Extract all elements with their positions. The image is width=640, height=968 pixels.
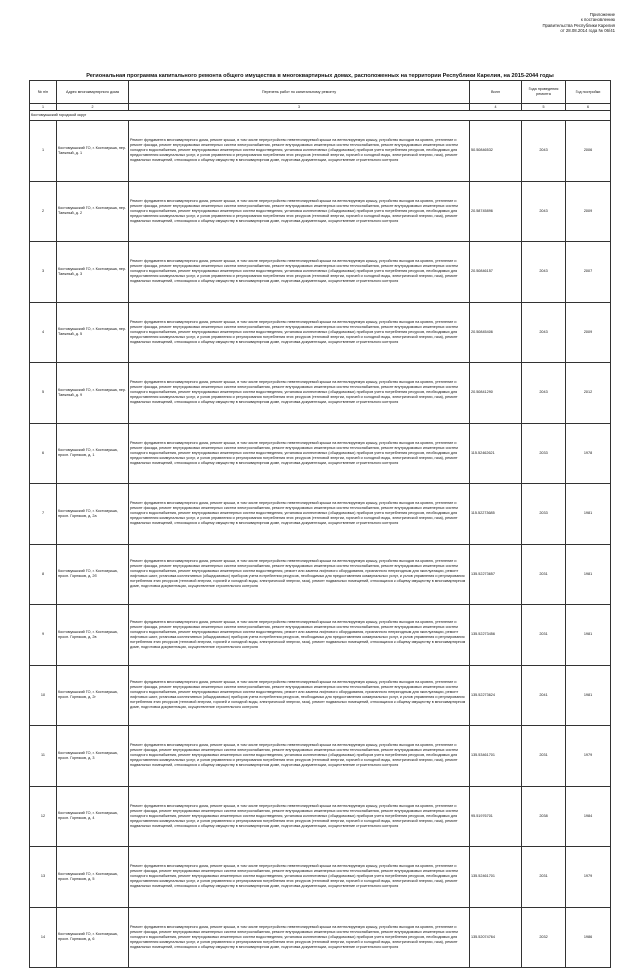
row-volume: 115.52273685 — [470, 484, 522, 545]
row-works: Ремонт фундамента многоквартирного дома, ремонт крыши, в том числе переустройство невентилируемой крыши на вентилируемую крышу, устройство выходов на кровлю, утепление и ремонт фасада, ремонт внутридомовых инженерных систем электроснабжения, ремонт внутридомовых инженерных систем теплоснабжения, ремонт внутридомовых инженерных систем холодного водоснабжения, ремонт внутридомовых инженерных систем водоотведения, установка коллективных (общедомовых) приборов учета потребления ресурсов, необходимых для предоставления коммунальных услуг, и узлов управления и регулирования потребления этих ресурсов (тепловой энергии, горячей и холодной воды, электрической энергии, газа), ремонт подвальных помещений, относящихся к общему имуществу в многоквартирном доме, подготовка документации, осуществление строительного контроля — [129, 907, 470, 968]
column-number: 3 — [129, 104, 470, 111]
row-volume: 135.52273456 — [470, 605, 522, 666]
row-address: Костомукшский ГО, г. Костомукша, просп. Горняков, д. 2б — [57, 544, 129, 605]
row-repair-year: 2031 — [522, 544, 566, 605]
row-volume: 135.52273657 — [470, 544, 522, 605]
row-works: Ремонт фундамента многоквартирного дома, ремонт крыши, в том числе переустройство невентилируемой крыши на вентилируемую крышу, устройство выходов на кровлю, утепление и ремонт фасада, ремонт внутридомовых инженерных систем электроснабжения, ремонт внутридомовых инженерных систем теплоснабжения, ремонт внутридомовых инженерных систем холодного водоснабжения, ремонт внутридомовых инженерных систем водоотведения, установка коллективных (общедомовых) приборов учета потребления ресурсов, необходимых для предоставления коммунальных услуг, и узлов управления и регулирования потребления этих ресурсов (тепловой энергии, горячей и холодной воды, электрической энергии, газа), ремонт подвальных помещений, относящихся к общему имуществу в многоквартирном доме, подготовка документации, осуществление строительного контроля — [129, 363, 470, 424]
row-volume: 20.50845406 — [470, 302, 522, 363]
row-works: Ремонт фундамента многоквартирного дома, ремонт крыши, в том числе переустройство невентилируемой крыши на вентилируемую крышу, устройство выходов на кровлю, утепление и ремонт фасада, ремонт внутридомовых инженерных систем электроснабжения, ремонт внутридомовых инженерных систем теплоснабжения, ремонт внутридомовых инженерных систем холодного водоснабжения, ремонт внутридомовых инженерных систем водоотведения, установка коллективных (общедомовых) приборов учета потребления ресурсов, необходимых для предоставления коммунальных услуг, и узлов управления и регулирования потребления этих ресурсов (тепловой энергии, горячей и холодной воды, электрической энергии, газа), ремонт подвальных помещений, относящихся к общему имуществу в многоквартирном доме, подготовка документации, осуществление строительного контроля — [129, 302, 470, 363]
row-address: Костомукшский ГО, г. Костомукша, пер. Таежный, д. 3 — [57, 242, 129, 303]
row-works: Ремонт фундамента многоквартирного дома, ремонт крыши, в том числе переустройство невентилируемой крыши на вентилируемую крышу, устройство выходов на кровлю, утепление и ремонт фасада, ремонт внутридомовых инженерных систем электроснабжения, ремонт внутридомовых инженерных систем теплоснабжения, ремонт внутридомовых инженерных систем холодного водоснабжения, ремонт внутридомовых инженерных систем водоотведения, установка коллективных (общедомовых) приборов учета потребления ресурсов, необходимых для предоставления коммунальных услуг, и узлов управления и регулирования потребления этих ресурсов (тепловой энергии, горячей и холодной воды, электрической энергии, газа), ремонт подвальных помещений, относящихся к общему имуществу в многоквартирном доме, подготовка документации, осуществление строительного контроля — [129, 242, 470, 303]
approval-line: от 28.08.2014 года № 06/41 — [560, 28, 615, 34]
row-volume: 135.52074764 — [470, 907, 522, 968]
row-built-year: 1981 — [566, 605, 611, 666]
row-repair-year: 2043 — [522, 181, 566, 242]
row-volume: 95.51976701 — [470, 786, 522, 847]
group-label: Костомукшский городской округ — [30, 111, 611, 121]
row-works: Ремонт фундамента многоквартирного дома, ремонт крыши, в том числе переустройство невентилируемой крыши на вентилируемую крышу, устройство выходов на кровлю, утепление и ремонт фасада, ремонт внутридомовых инженерных систем электроснабжения, ремонт внутридомовых инженерных систем теплоснабжения, ремонт внутридомовых инженерных систем холодного водоснабжения, ремонт внутридомовых инженерных систем водоотведения, установка коллективных (общедомовых) приборов учета потребления ресурсов, необходимых для предоставления коммунальных услуг, и узлов управления и регулирования потребления этих ресурсов (тепловой энергии, горячей и холодной воды, электрической энергии, газа), ремонт подвальных помещений, относящихся к общему имуществу в многоквартирном доме, подготовка документации, осуществление строительного контроля — [129, 484, 470, 545]
row-volume: 135.53461701 — [470, 726, 522, 787]
table-row — [30, 302, 611, 363]
row-number: 5 — [30, 363, 57, 424]
row-volume: 135.52461701 — [470, 847, 522, 908]
column-number: 6 — [566, 104, 611, 111]
row-works: Ремонт фундамента многоквартирного дома, ремонт крыши, в том числе переустройство невентилируемой крыши на вентилируемую крышу, устройство выходов на кровлю, утепление и ремонт фасада, ремонт внутридомовых инженерных систем электроснабжения, ремонт внутридомовых инженерных систем теплоснабжения, ремонт внутридомовых инженерных систем холодного водоснабжения, ремонт внутридомовых инженерных систем водоотведения, установка коллективных (общедомовых) приборов учета потребления ресурсов, необходимых для предоставления коммунальных услуг, и узлов управления и регулирования потребления этих ресурсов (тепловой энергии, горячей и холодной воды, электрической энергии, газа), ремонт подвальных помещений, относящихся к общему имуществу в многоквартирном доме, подготовка документации, осуществление строительного контроля — [129, 847, 470, 908]
row-built-year: 2006 — [566, 121, 611, 182]
row-address: Костомукшский ГО, г. Костомукша, просп. Горняков, д. 6 — [57, 907, 129, 968]
table-row — [30, 786, 611, 847]
header-volume: Вилл — [470, 81, 522, 104]
table-header — [30, 81, 611, 104]
row-works: Ремонт фундамента многоквартирного дома, ремонт крыши, в том числе переустройство невентилируемой крыши на вентилируемую крышу, устройство выходов на кровлю, утепление и ремонт фасада, ремонт внутридомовых инженерных систем электроснабжения, ремонт внутридомовых инженерных систем теплоснабжения, ремонт внутридомовых инженерных систем холодного водоснабжения, ремонт внутридомовых инженерных систем водоотведения, ремонт или замена лифтового оборудования, признанного непригодным для эксплуатации, ремонт лифтовых шахт, установка коллективных (общедомовых) приборов учета потребления ресурсов, необходимых для предоставления коммунальных услуг, и узлов управления и регулирования потребления этих ресурсов (тепловой энергии, горячей и холодной воды, электрической энергии, газа), ремонт подвальных помещений, относящихся к общему имуществу в многоквартирном доме, подготовка документации, осуществление строительного контроля — [129, 544, 470, 605]
row-built-year: 2007 — [566, 242, 611, 303]
header-built-year: Год постройки — [566, 81, 611, 104]
row-address: Костомукшский ГО, г. Костомукша, просп. Горняков, д. 4 — [57, 786, 129, 847]
table-row — [30, 726, 611, 787]
row-volume: 50.50846532 — [470, 121, 522, 182]
table-row — [30, 907, 611, 968]
row-repair-year: 2043 — [522, 121, 566, 182]
table-row — [30, 484, 611, 545]
row-volume: 20.50841290 — [470, 363, 522, 424]
row-number: 2 — [30, 181, 57, 242]
row-repair-year: 2033 — [522, 423, 566, 484]
row-repair-year: 2043 — [522, 302, 566, 363]
row-built-year: 1979 — [566, 847, 611, 908]
header-address: Адрес многоквартирного дома — [57, 81, 129, 104]
row-works: Ремонт фундамента многоквартирного дома, ремонт крыши, в том числе переустройство невентилируемой крыши на вентилируемую крышу, устройство выходов на кровлю, утепление и ремонт фасада, ремонт внутридомовых инженерных систем электроснабжения, ремонт внутридомовых инженерных систем теплоснабжения, ремонт внутридомовых инженерных систем холодного водоснабжения, ремонт внутридомовых инженерных систем водоотведения, установка коллективных (общедомовых) приборов учета потребления ресурсов, необходимых для предоставления коммунальных услуг, и узлов управления и регулирования потребления этих ресурсов (тепловой энергии, горячей и холодной воды, электрической энергии, газа), ремонт подвальных помещений, относящихся к общему имуществу в многоквартирном доме, подготовка документации, осуществление строительного контроля — [129, 423, 470, 484]
table-row — [30, 242, 611, 303]
row-number: 14 — [30, 907, 57, 968]
table-body — [30, 104, 611, 968]
row-address: Костомукшский ГО, г. Костомукша, просп. Горняков, д. 5 — [57, 847, 129, 908]
column-number: 1 — [30, 104, 57, 111]
row-built-year: 1979 — [566, 726, 611, 787]
row-address: Костомукшский ГО, г. Костомукша, пер. Таежный, д. 5 — [57, 302, 129, 363]
row-volume: 135.52273624 — [470, 665, 522, 726]
row-works: Ремонт фундамента многоквартирного дома, ремонт крыши, в том числе переустройство невентилируемой крыши на вентилируемую крышу, устройство выходов на кровлю, утепление и ремонт фасада, ремонт внутридомовых инженерных систем электроснабжения, ремонт внутридомовых инженерных систем теплоснабжения, ремонт внутридомовых инженерных систем холодного водоснабжения, ремонт внутридомовых инженерных систем водоотведения, установка коллективных (общедомовых) приборов учета потребления ресурсов, необходимых для предоставления коммунальных услуг, и узлов управления и регулирования потребления этих ресурсов (тепловой энергии, горячей и холодной воды, электрической энергии, газа), ремонт подвальных помещений, относящихся к общему имуществу в многоквартирном доме, подготовка документации, осуществление строительного контроля — [129, 121, 470, 182]
approval-line: Правительства Республики Карелия — [542, 22, 615, 28]
row-number: 9 — [30, 605, 57, 666]
table-row — [30, 423, 611, 484]
row-number: 1 — [30, 121, 57, 182]
column-number: 5 — [522, 104, 566, 111]
approval-line: Приложение — [589, 12, 615, 17]
document-title: Региональная программа капитального ремонта общего имущества в многоквартирных домах, расположенных на территории Республики Карелия, на 2015-2044 годы — [86, 73, 554, 79]
column-number: 2 — [57, 104, 129, 111]
program-table — [29, 80, 611, 968]
row-repair-year: 2031 — [522, 605, 566, 666]
row-built-year: 1978 — [566, 423, 611, 484]
row-number: 10 — [30, 665, 57, 726]
row-works: Ремонт фундамента многоквартирного дома, ремонт крыши, в том числе переустройство невентилируемой крыши на вентилируемую крышу, устройство выходов на кровлю, утепление и ремонт фасада, ремонт внутридомовых инженерных систем электроснабжения, ремонт внутридомовых инженерных систем теплоснабжения, ремонт внутридомовых инженерных систем холодного водоснабжения, ремонт внутридомовых инженерных систем водоотведения, установка коллективных (общедомовых) приборов учета потребления ресурсов, необходимых для предоставления коммунальных услуг, и узлов управления и регулирования потребления этих ресурсов (тепловой энергии, горячей и холодной воды, электрической энергии, газа), ремонт подвальных помещений, относящихся к общему имуществу в многоквартирном доме, подготовка документации, осуществление строительного контроля — [129, 786, 470, 847]
header-num: № п/п — [30, 81, 57, 104]
row-address: Костомукшский ГО, г. Костомукша, просп. Горняков, д. 2в — [57, 605, 129, 666]
row-number: 3 — [30, 242, 57, 303]
row-repair-year: 2043 — [522, 363, 566, 424]
approval-stamp — [485, 12, 615, 34]
column-number-row — [30, 104, 611, 111]
table-row — [30, 847, 611, 908]
row-number: 6 — [30, 423, 57, 484]
header-repair-year: Года проведения ремонта — [522, 81, 566, 104]
row-repair-year: 2043 — [522, 242, 566, 303]
row-repair-year: 2031 — [522, 847, 566, 908]
row-repair-year: 2038 — [522, 786, 566, 847]
row-address: Костомукшский ГО, г. Костомукша, просп. Горняков, д. 3 — [57, 726, 129, 787]
row-built-year: 1986 — [566, 907, 611, 968]
row-built-year: 2012 — [566, 363, 611, 424]
row-volume: 115.52462621 — [470, 423, 522, 484]
row-built-year: 1981 — [566, 484, 611, 545]
row-address: Костомукшский ГО, г. Костомукша, просп. Горняков, д. 2а — [57, 484, 129, 545]
row-number: 12 — [30, 786, 57, 847]
row-works: Ремонт фундамента многоквартирного дома, ремонт крыши, в том числе переустройство невентилируемой крыши на вентилируемую крышу, устройство выходов на кровлю, утепление и ремонт фасада, ремонт внутридомовых инженерных систем электроснабжения, ремонт внутридомовых инженерных систем теплоснабжения, ремонт внутридомовых инженерных систем холодного водоснабжения, ремонт внутридомовых инженерных систем водоотведения, установка коллективных (общедомовых) приборов учета потребления ресурсов, необходимых для предоставления коммунальных услуг, и узлов управления и регулирования потребления этих ресурсов (тепловой энергии, горячей и холодной воды, электрической энергии, газа), ремонт подвальных помещений, относящихся к общему имуществу в многоквартирном доме, подготовка документации, осуществление строительного контроля — [129, 726, 470, 787]
table-row — [30, 121, 611, 182]
row-works: Ремонт фундамента многоквартирного дома, ремонт крыши, в том числе переустройство невентилируемой крыши на вентилируемую крышу, устройство выходов на кровлю, утепление и ремонт фасада, ремонт внутридомовых инженерных систем электроснабжения, ремонт внутридомовых инженерных систем теплоснабжения, ремонт внутридомовых инженерных систем холодного водоснабжения, ремонт внутридомовых инженерных систем водоотведения, ремонт или замена лифтового оборудования, признанного непригодным для эксплуатации, ремонт лифтовых шахт, установка коллективных (общедомовых) приборов учета потребления ресурсов, необходимых для предоставления коммунальных услуг, и узлов управления и регулирования потребления этих ресурсов (тепловой энергии, горячей и холодной воды, электрической энергии, газа), ремонт подвальных помещений, относящихся к общему имуществу в многоквартирном доме, подготовка документации, осуществление строительного контроля — [129, 665, 470, 726]
row-number: 11 — [30, 726, 57, 787]
column-number: 4 — [470, 104, 522, 111]
row-built-year: 2009 — [566, 181, 611, 242]
row-address: Костомукшский ГО, г. Костомукша, пер. Таежный, д. 1 — [57, 121, 129, 182]
row-repair-year: 2032 — [522, 907, 566, 968]
row-address: Костомукшский ГО, г. Костомукша, пер. Таежный, д. 9 — [57, 363, 129, 424]
row-address: Костомукшский ГО, г. Костомукша, просп. Горняков, д. 1 — [57, 423, 129, 484]
row-number: 7 — [30, 484, 57, 545]
row-built-year: 1981 — [566, 544, 611, 605]
header-works: Перечень работ по капитальному ремонту — [129, 81, 470, 104]
row-repair-year: 2033 — [522, 484, 566, 545]
row-volume: 20.58745896 — [470, 181, 522, 242]
row-works: Ремонт фундамента многоквартирного дома, ремонт крыши, в том числе переустройство невентилируемой крыши на вентилируемую крышу, устройство выходов на кровлю, утепление и ремонт фасада, ремонт внутридомовых инженерных систем электроснабжения, ремонт внутридомовых инженерных систем теплоснабжения, ремонт внутридомовых инженерных систем холодного водоснабжения, ремонт внутридомовых инженерных систем водоотведения, ремонт или замена лифтового оборудования, признанного непригодным для эксплуатации, ремонт лифтовых шахт, установка коллективных (общедомовых) приборов учета потребления ресурсов, необходимых для предоставления коммунальных услуг, и узлов управления и регулирования потребления этих ресурсов (тепловой энергии, горячей и холодной воды, электрической энергии, газа), ремонт подвальных помещений, относящихся к общему имуществу в многоквартирном доме, подготовка документации, осуществление строительного контроля — [129, 605, 470, 666]
table-row — [30, 665, 611, 726]
row-built-year: 2009 — [566, 302, 611, 363]
row-works: Ремонт фундамента многоквартирного дома, ремонт крыши, в том числе переустройство невентилируемой крыши на вентилируемую крышу, устройство выходов на кровлю, утепление и ремонт фасада, ремонт внутридомовых инженерных систем электроснабжения, ремонт внутридомовых инженерных систем теплоснабжения, ремонт внутридомовых инженерных систем холодного водоснабжения, ремонт внутридомовых инженерных систем водоотведения, установка коллективных (общедомовых) приборов учета потребления ресурсов, необходимых для предоставления коммунальных услуг, и узлов управления и регулирования потребления этих ресурсов (тепловой энергии, горячей и холодной воды, электрической энергии, газа), ремонт подвальных помещений, относящихся к общему имуществу в многоквартирном доме, подготовка документации, осуществление строительного контроля — [129, 181, 470, 242]
table-row — [30, 605, 611, 666]
row-repair-year: 2031 — [522, 726, 566, 787]
row-address: Костомукшский ГО, г. Костомукша, пер. Таежный, д. 2 — [57, 181, 129, 242]
row-number: 13 — [30, 847, 57, 908]
table-row — [30, 363, 611, 424]
row-built-year: 1981 — [566, 665, 611, 726]
row-volume: 20.50846157 — [470, 242, 522, 303]
table-row — [30, 181, 611, 242]
row-repair-year: 2041 — [522, 665, 566, 726]
row-built-year: 1984 — [566, 786, 611, 847]
group-row — [30, 111, 611, 121]
table-row — [30, 544, 611, 605]
row-number: 8 — [30, 544, 57, 605]
row-number: 4 — [30, 302, 57, 363]
approval-line: к постановлению — [580, 17, 615, 23]
row-address: Костомукшский ГО, г. Костомукша, просп. Горняков, д. 2г — [57, 665, 129, 726]
